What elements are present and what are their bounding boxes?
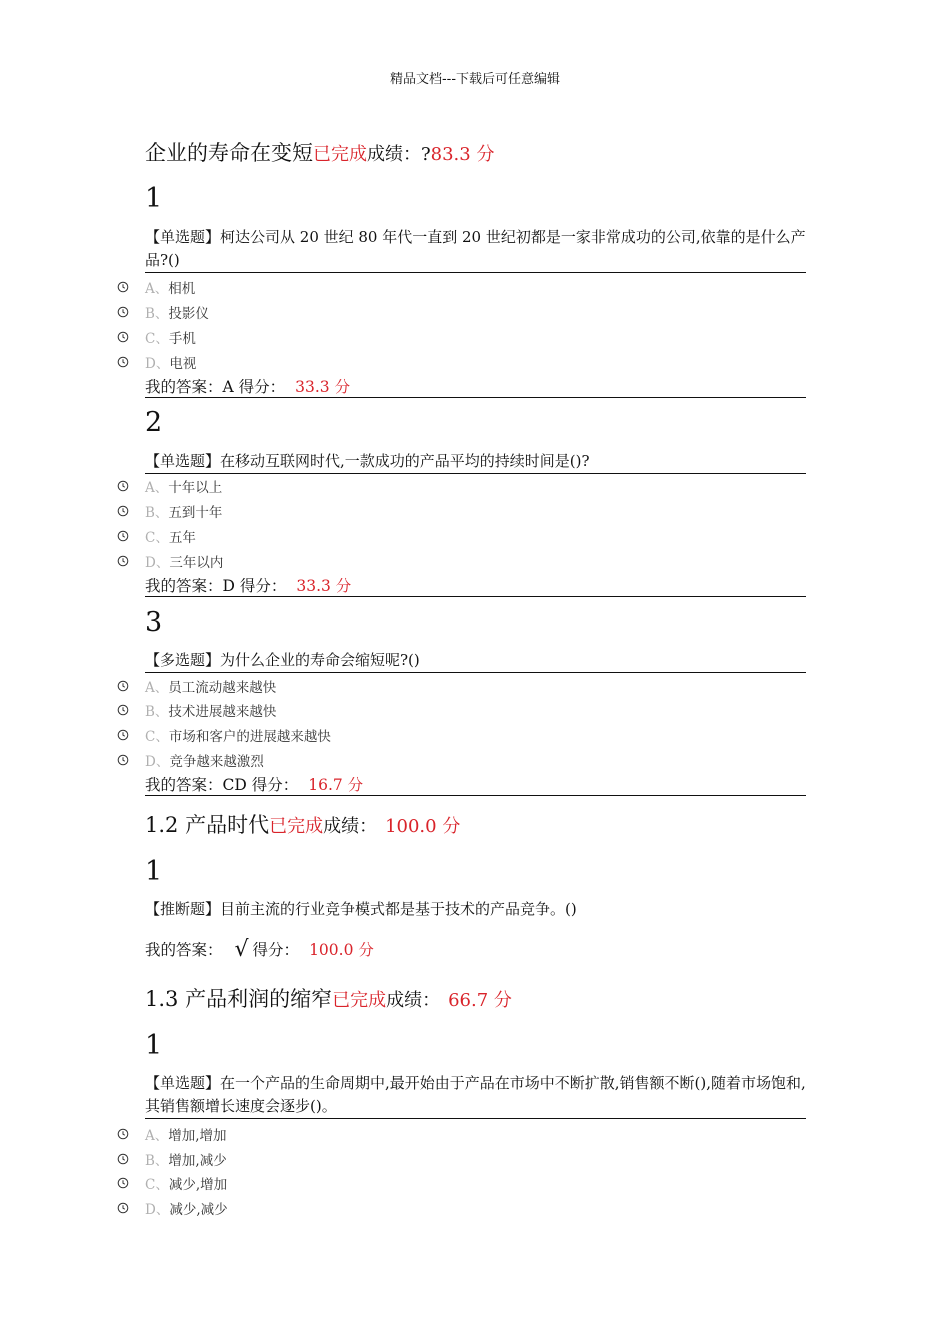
question-score: 33.3 分 (296, 577, 352, 595)
option-text: 减少,减少 (169, 1202, 228, 1218)
option-d[interactable] (117, 1198, 228, 1218)
question-number: 2 (145, 407, 163, 438)
question-score: 100.0 分 (309, 941, 374, 959)
question-stem: 【多选题】为什么企业的寿命会缩短呢?() (145, 649, 806, 673)
clock-icon (117, 331, 129, 343)
clock-icon (117, 281, 129, 293)
clock-icon (117, 1202, 129, 1214)
option-text: 三年以内 (169, 555, 224, 571)
status-completed: 已完成 (313, 144, 367, 165)
option-b[interactable] (117, 1149, 227, 1169)
option-c[interactable] (117, 526, 196, 546)
question-score: 33.3 分 (295, 378, 351, 396)
score-label: 得分： (252, 941, 300, 959)
section-title-text: 1.3 产品利润的缩窄 (145, 987, 333, 1011)
option-text: 手机 (168, 331, 196, 347)
question-stem: 【推断题】目前主流的行业竞争模式都是基于技术的产品竞争。() (145, 900, 577, 918)
clock-icon (117, 555, 129, 567)
option-letter: C、 (145, 331, 169, 347)
option-letter: D、 (145, 555, 170, 571)
section-title (145, 983, 512, 1013)
option-text: 竞争越来越激烈 (169, 754, 264, 770)
option-text: 技术进展越来越快 (168, 704, 277, 720)
score-label: 成绩： (323, 816, 378, 837)
option-d[interactable] (117, 750, 264, 770)
option-a[interactable] (117, 277, 195, 297)
question-number: 3 (145, 607, 163, 638)
clock-icon (117, 1153, 129, 1165)
option-letter: A、 (145, 1128, 169, 1144)
option-c[interactable] (117, 725, 331, 745)
status-completed: 已完成 (332, 990, 387, 1011)
option-b[interactable] (117, 302, 209, 322)
answer-text: 我的答案：A 得分： (145, 378, 286, 396)
option-a[interactable] (117, 476, 222, 496)
option-text: 电视 (169, 356, 197, 372)
answer-label: 我的答案： (145, 941, 223, 959)
option-letter: C、 (145, 530, 169, 546)
clock-icon (117, 356, 129, 368)
option-text: 相机 (168, 281, 196, 297)
score-label: 成绩： (386, 990, 441, 1011)
option-letter: D、 (145, 1202, 170, 1218)
page-header: 精品文档---下载后可任意编辑 (389, 72, 561, 87)
option-c[interactable] (117, 327, 196, 347)
option-letter: A、 (145, 480, 169, 496)
clock-icon (117, 704, 129, 716)
question-stem: 【单选题】在一个产品的生命周期中,最开始由于产品在市场中不断扩散,销售额不断(),随着市场饱和,其销售额增长速度会逐步()。 (145, 1072, 806, 1119)
option-letter: B、 (145, 1153, 169, 1169)
option-a[interactable] (117, 1124, 227, 1144)
option-text: 市场和客户的进展越来越快 (168, 729, 331, 745)
option-letter: C、 (145, 1177, 169, 1193)
option-b[interactable] (117, 501, 222, 521)
option-b[interactable] (117, 700, 276, 720)
option-text: 投影仪 (168, 306, 209, 322)
option-letter: D、 (145, 356, 170, 372)
score-label: 成绩：? (367, 144, 431, 165)
section-score: 66.7 分 (448, 990, 512, 1011)
question-score: 16.7 分 (308, 776, 364, 794)
checkmark-icon: √ (234, 937, 249, 962)
option-text: 五到十年 (168, 505, 223, 521)
option-letter: C、 (145, 729, 169, 745)
question-number: 1 (145, 856, 163, 887)
option-a[interactable] (117, 676, 276, 696)
question-stem: 【单选题】柯达公司从 20 世纪 80 年代一直到 20 世纪初都是一家非常成功的公司,依靠的是什么产品?() (145, 226, 806, 273)
clock-icon (117, 306, 129, 318)
my-answer (145, 773, 806, 796)
section-title (145, 137, 494, 167)
option-letter: A、 (145, 680, 169, 696)
option-text: 员工流动越来越快 (168, 680, 277, 696)
option-letter: B、 (145, 505, 169, 521)
clock-icon (117, 1177, 129, 1189)
clock-icon (117, 480, 129, 492)
my-answer (145, 375, 806, 398)
option-letter: B、 (145, 704, 169, 720)
section-title-text: 企业的寿命在变短 (145, 141, 313, 165)
option-d[interactable] (117, 352, 196, 372)
option-text: 减少,增加 (168, 1177, 228, 1193)
question-stem: 【单选题】在移动互联网时代,一款成功的产品平均的持续时间是()? (145, 450, 806, 474)
answer-text: 我的答案：CD 得分： (145, 776, 299, 794)
option-c[interactable] (117, 1173, 227, 1193)
status-completed: 已完成 (269, 816, 324, 837)
option-text: 增加,增加 (168, 1128, 227, 1144)
section-score: 100.0 分 (385, 816, 461, 837)
question-number: 1 (145, 1030, 163, 1061)
option-letter: D、 (145, 754, 170, 770)
option-text: 十年以上 (168, 480, 223, 496)
my-answer (145, 936, 374, 961)
clock-icon (117, 729, 129, 741)
clock-icon (117, 680, 129, 692)
clock-icon (117, 754, 129, 766)
option-letter: B、 (145, 306, 169, 322)
section-score: 83.3 分 (430, 144, 495, 165)
option-text: 五年 (168, 530, 196, 546)
question-number: 1 (145, 183, 163, 214)
answer-text: 我的答案：D 得分： (145, 577, 287, 595)
clock-icon (117, 530, 129, 542)
option-letter: A、 (145, 281, 169, 297)
option-text: 增加,减少 (168, 1153, 227, 1169)
clock-icon (117, 1128, 129, 1140)
clock-icon (117, 505, 129, 517)
option-d[interactable] (117, 551, 223, 571)
section-title-text: 1.2 产品时代 (145, 813, 270, 837)
my-answer (145, 574, 806, 597)
section-title (145, 809, 460, 839)
